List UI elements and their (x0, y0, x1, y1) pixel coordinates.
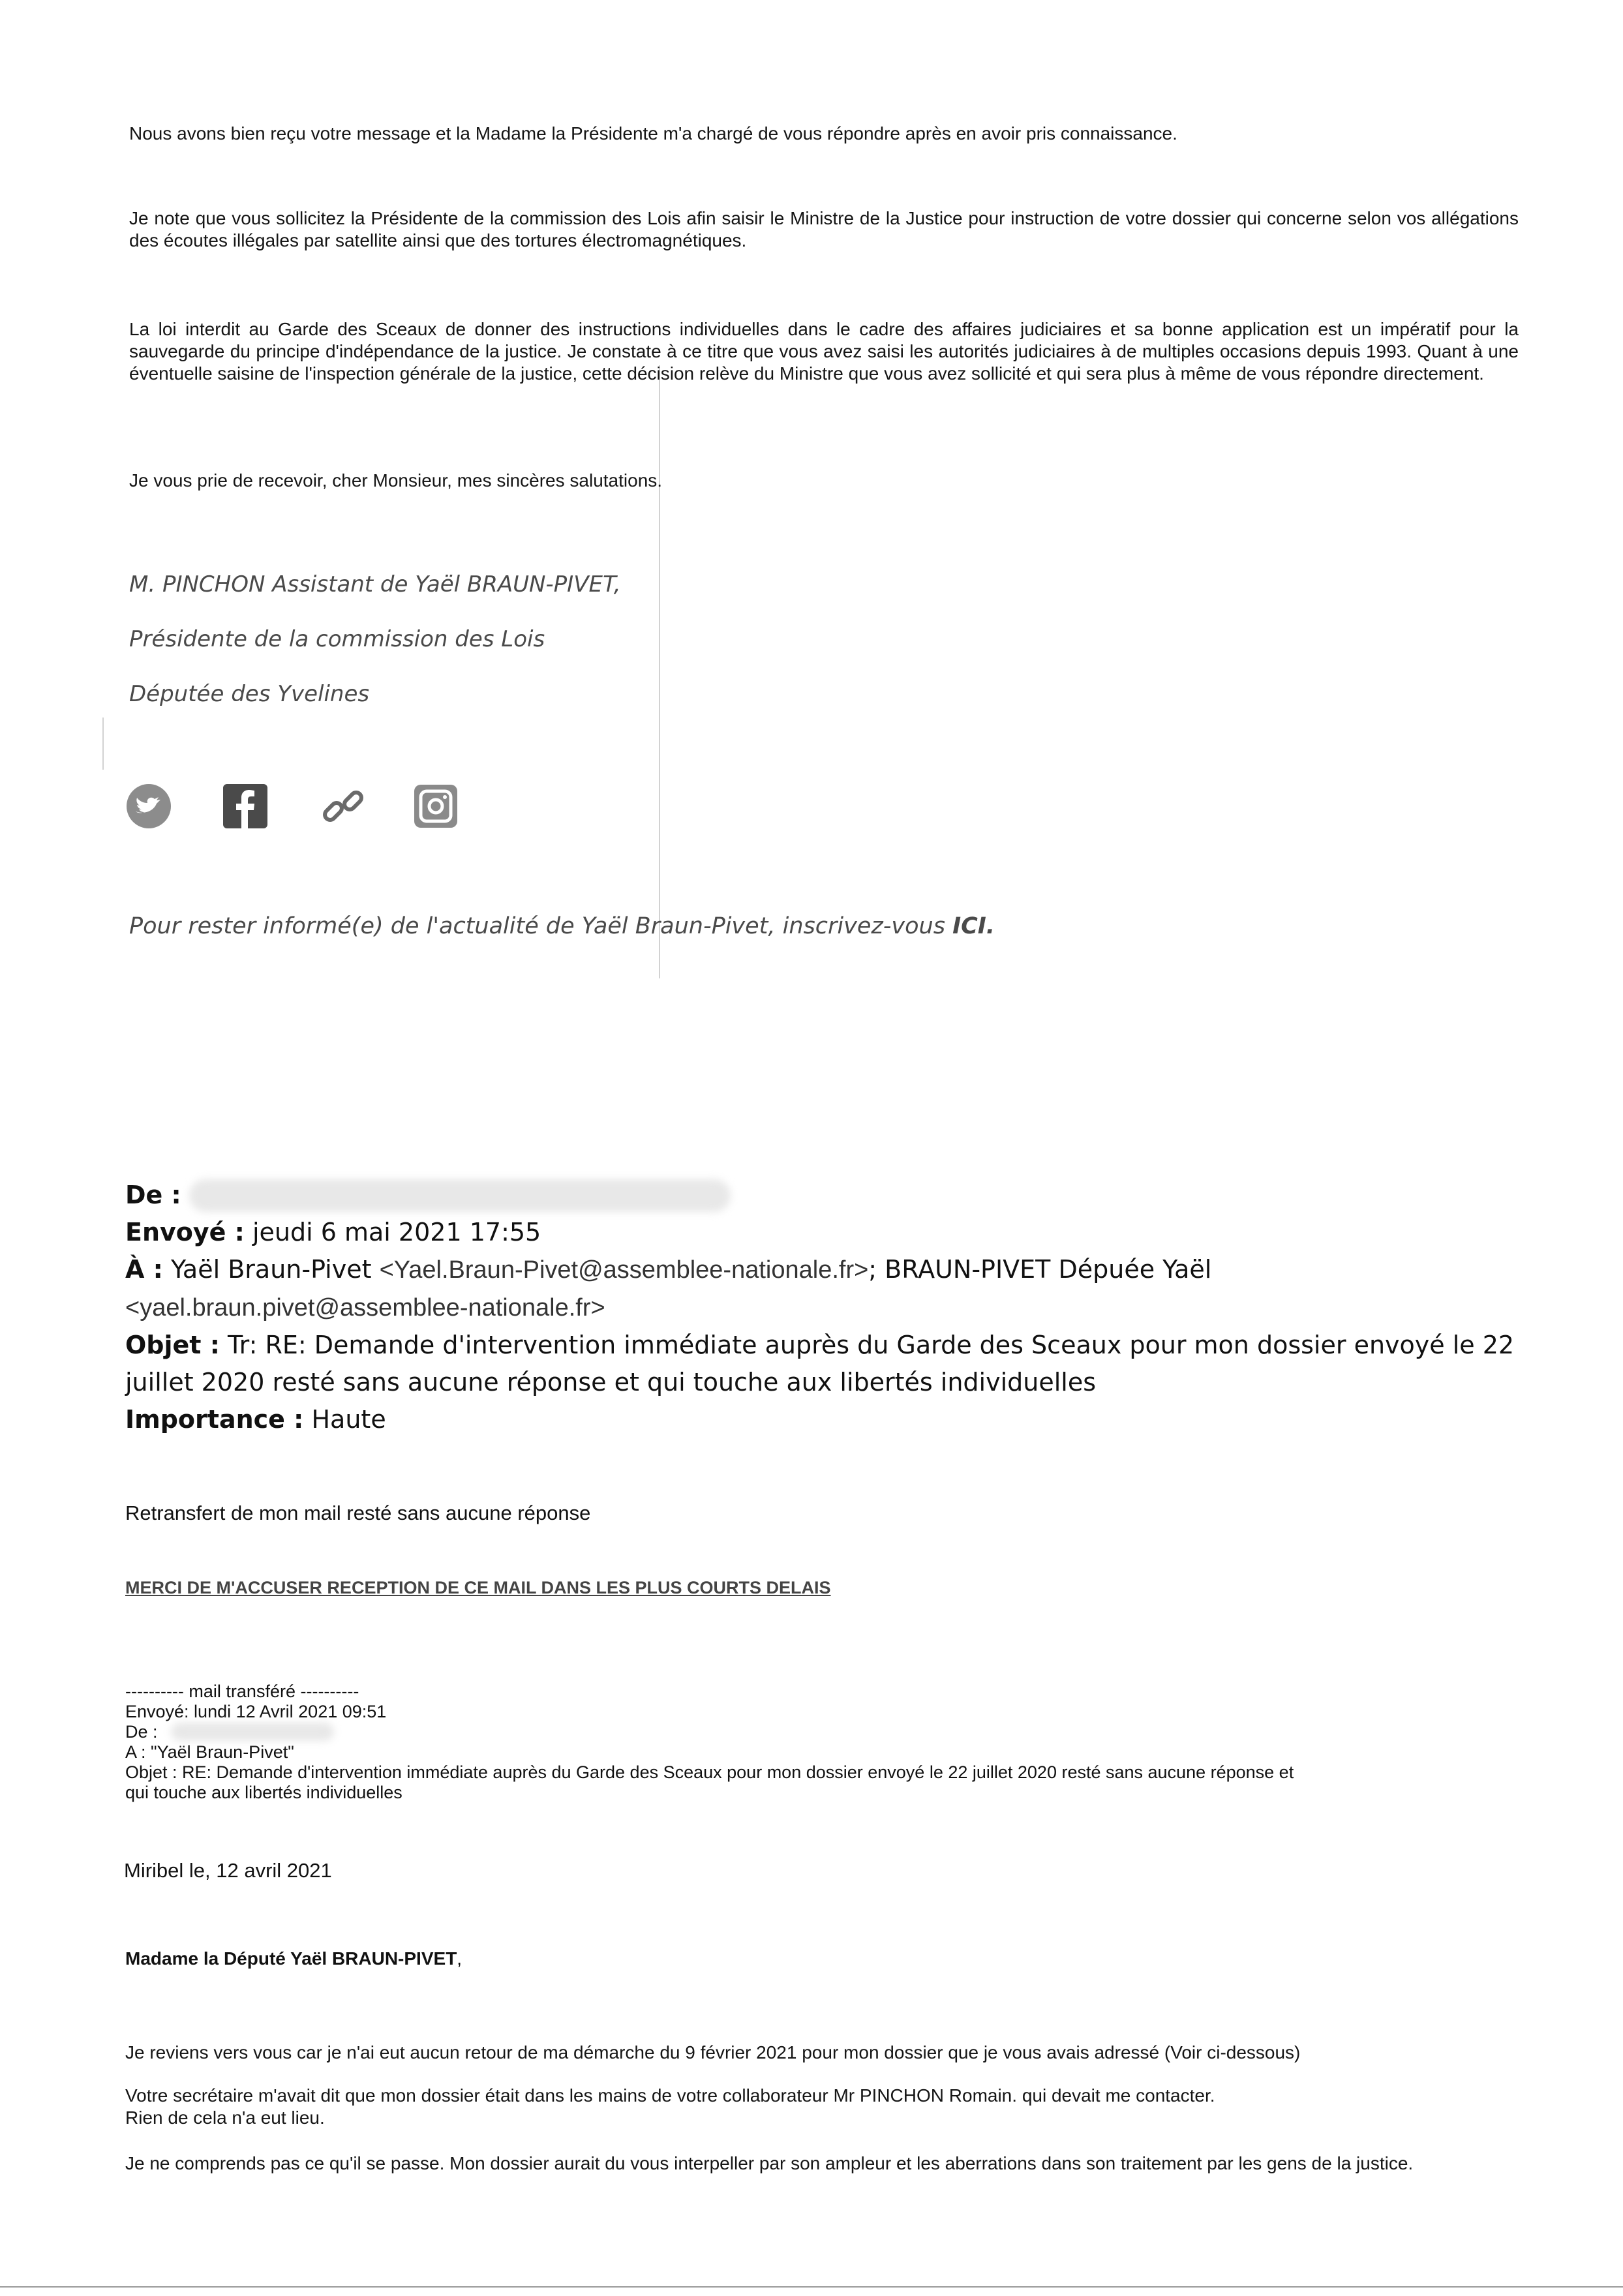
from-label: De : (125, 1181, 181, 1209)
salutation-comma: , (457, 1948, 463, 1969)
to-email-2[interactable]: <yael.braun.pivet@assemblee-nationale.fr> (125, 1294, 605, 1322)
forwarded-marker: ---------- mail transféré ---------- (125, 1682, 359, 1701)
sent-value: jeudi 6 mai 2021 17:55 (252, 1218, 541, 1246)
retransfert-line: Retransfert de mon mail resté sans aucune réponse (125, 1502, 591, 1524)
forwarded-block (125, 1682, 1534, 1803)
redacted-forwarded-sender (171, 1723, 334, 1741)
instagram-icon[interactable] (412, 783, 459, 830)
header-importance-row (125, 1401, 1560, 1438)
reply-paragraph-1: Nous avons bien reçu votre message et la Madame la Présidente m'a chargé de vous répondre après en avoir pris connaissance. (129, 123, 1177, 144)
signature-title: Présidente de la commission des Lois (129, 626, 545, 652)
merci-notice: MERCI DE M'ACCUSER RECEPTION DE CE MAIL DANS LES PLUS COURTS DELAIS (125, 1578, 831, 1597)
twitter-icon[interactable] (125, 783, 172, 830)
newsletter-text: Pour rester informé(e) de l'actualité de Yaël Braun-Pivet, inscrivez-vous (129, 913, 953, 939)
sent-label: Envoyé : (125, 1218, 245, 1246)
scan-artifact (102, 718, 104, 770)
forwarded-to: A : "Yaël Braun-Pivet" (125, 1742, 294, 1762)
to-label: À : (125, 1255, 163, 1284)
header-to-row-2 (125, 1289, 1560, 1327)
header-subject-row-2 (125, 1364, 1560, 1401)
link-icon[interactable] (320, 783, 367, 830)
signature-district: Députée des Yvelines (129, 681, 370, 707)
forwarded-from: De : (125, 1722, 158, 1742)
header-sent-row (125, 1214, 1560, 1251)
body-paragraph-2 (125, 2085, 1560, 2129)
body-paragraph-2-line-1: Votre secrétaire m'avait dit que mon dossier était dans les mains de votre collaborateur Mr PINCHON Romain. qui devait me contacter. (125, 2085, 1215, 2106)
reply-paragraph-3: La loi interdit au Garde des Sceaux de donner des instructions individuelles dans le cadre des affaires judiciaires et sa bonne application est un impératif pour la sauvegarde du principe d'indépendance de la justice. Je constate à ce titre que vous avez saisi les autorités judiciaires à de multiples occasions depuis 1993. Quant à une éventuelle saisine de l'inspection générale de la justice, cette décision relève du Ministre que vous avez sollicité et qui sera plus à même de vous répondre directement. (129, 319, 1519, 384)
page-bottom-edge (0, 2286, 1623, 2288)
body-paragraph-3: Je ne comprends pas ce qu'il se passe. Mon dossier aurait du vous interpeller par son ampleur et les aberrations dans son traitement par les gens de la justice. (125, 2153, 1414, 2173)
subject-line-2: juillet 2020 resté sans aucune réponse et qui touche aux libertés individuelles (125, 1368, 1097, 1397)
scan-artifact (659, 365, 660, 978)
importance-value: Haute (311, 1405, 386, 1434)
to-name-2: ; BRAUN-PIVET Dépuée Yaël (868, 1255, 1212, 1284)
forwarded-sent: Envoyé: lundi 12 Avril 2021 09:51 (125, 1702, 387, 1721)
header-subject-row (125, 1327, 1560, 1364)
forward-header (125, 1177, 1560, 1438)
newsletter-link[interactable]: ICI. (952, 913, 995, 939)
importance-label: Importance : (125, 1405, 304, 1434)
body-paragraph-1: Je reviens vers vous car je n'ai eut aucun retour de ma démarche du 9 février 2021 pour mon dossier que je vous avais adressé (Voir ci-dessous) (125, 2042, 1301, 2062)
place-date: Miribel le, 12 avril 2021 (124, 1859, 332, 1882)
facebook-icon[interactable] (222, 783, 269, 830)
to-email-1[interactable]: <Yael.Braun-Pivet@assemblee-nationale.fr> (379, 1256, 869, 1284)
header-to-row (125, 1251, 1560, 1289)
forwarded-subject-1: Objet : RE: Demande d'intervention immédiate auprès du Garde des Sceaux pour mon dossier envoyé le 22 juillet 2020 resté sans aucune réponse et (125, 1762, 1294, 1782)
subject-label: Objet : (125, 1331, 220, 1359)
body-paragraph-2-line-2: Rien de cela n'a eut lieu. (125, 2107, 325, 2128)
redacted-sender (189, 1179, 731, 1212)
newsletter-line (129, 913, 995, 939)
forwarded-subject-2: qui touche aux libertés individuelles (125, 1783, 402, 1802)
reply-closing: Je vous prie de recevoir, cher Monsieur, mes sincères salutations. (129, 470, 663, 491)
salutation: Madame la Député Yaël BRAUN-PIVET (125, 1948, 457, 1969)
to-name-1: Yaël Braun-Pivet (170, 1255, 380, 1284)
subject-line-1: Tr: RE: Demande d'intervention immédiate auprès du Garde des Sceaux pour mon dossier envoyé le 22 (228, 1331, 1515, 1359)
reply-paragraph-2: Je note que vous sollicitez la Présidente de la commission des Lois afin saisir le Ministre de la Justice pour instruction de votre dossier qui concerne selon vos allégations des écoutes illégales par satellite ainsi que des tortures électromagnétiques. (129, 208, 1519, 250)
salutation-line (125, 1948, 462, 1970)
signature-name: M. PINCHON Assistant de Yaël BRAUN-PIVET, (129, 571, 621, 597)
